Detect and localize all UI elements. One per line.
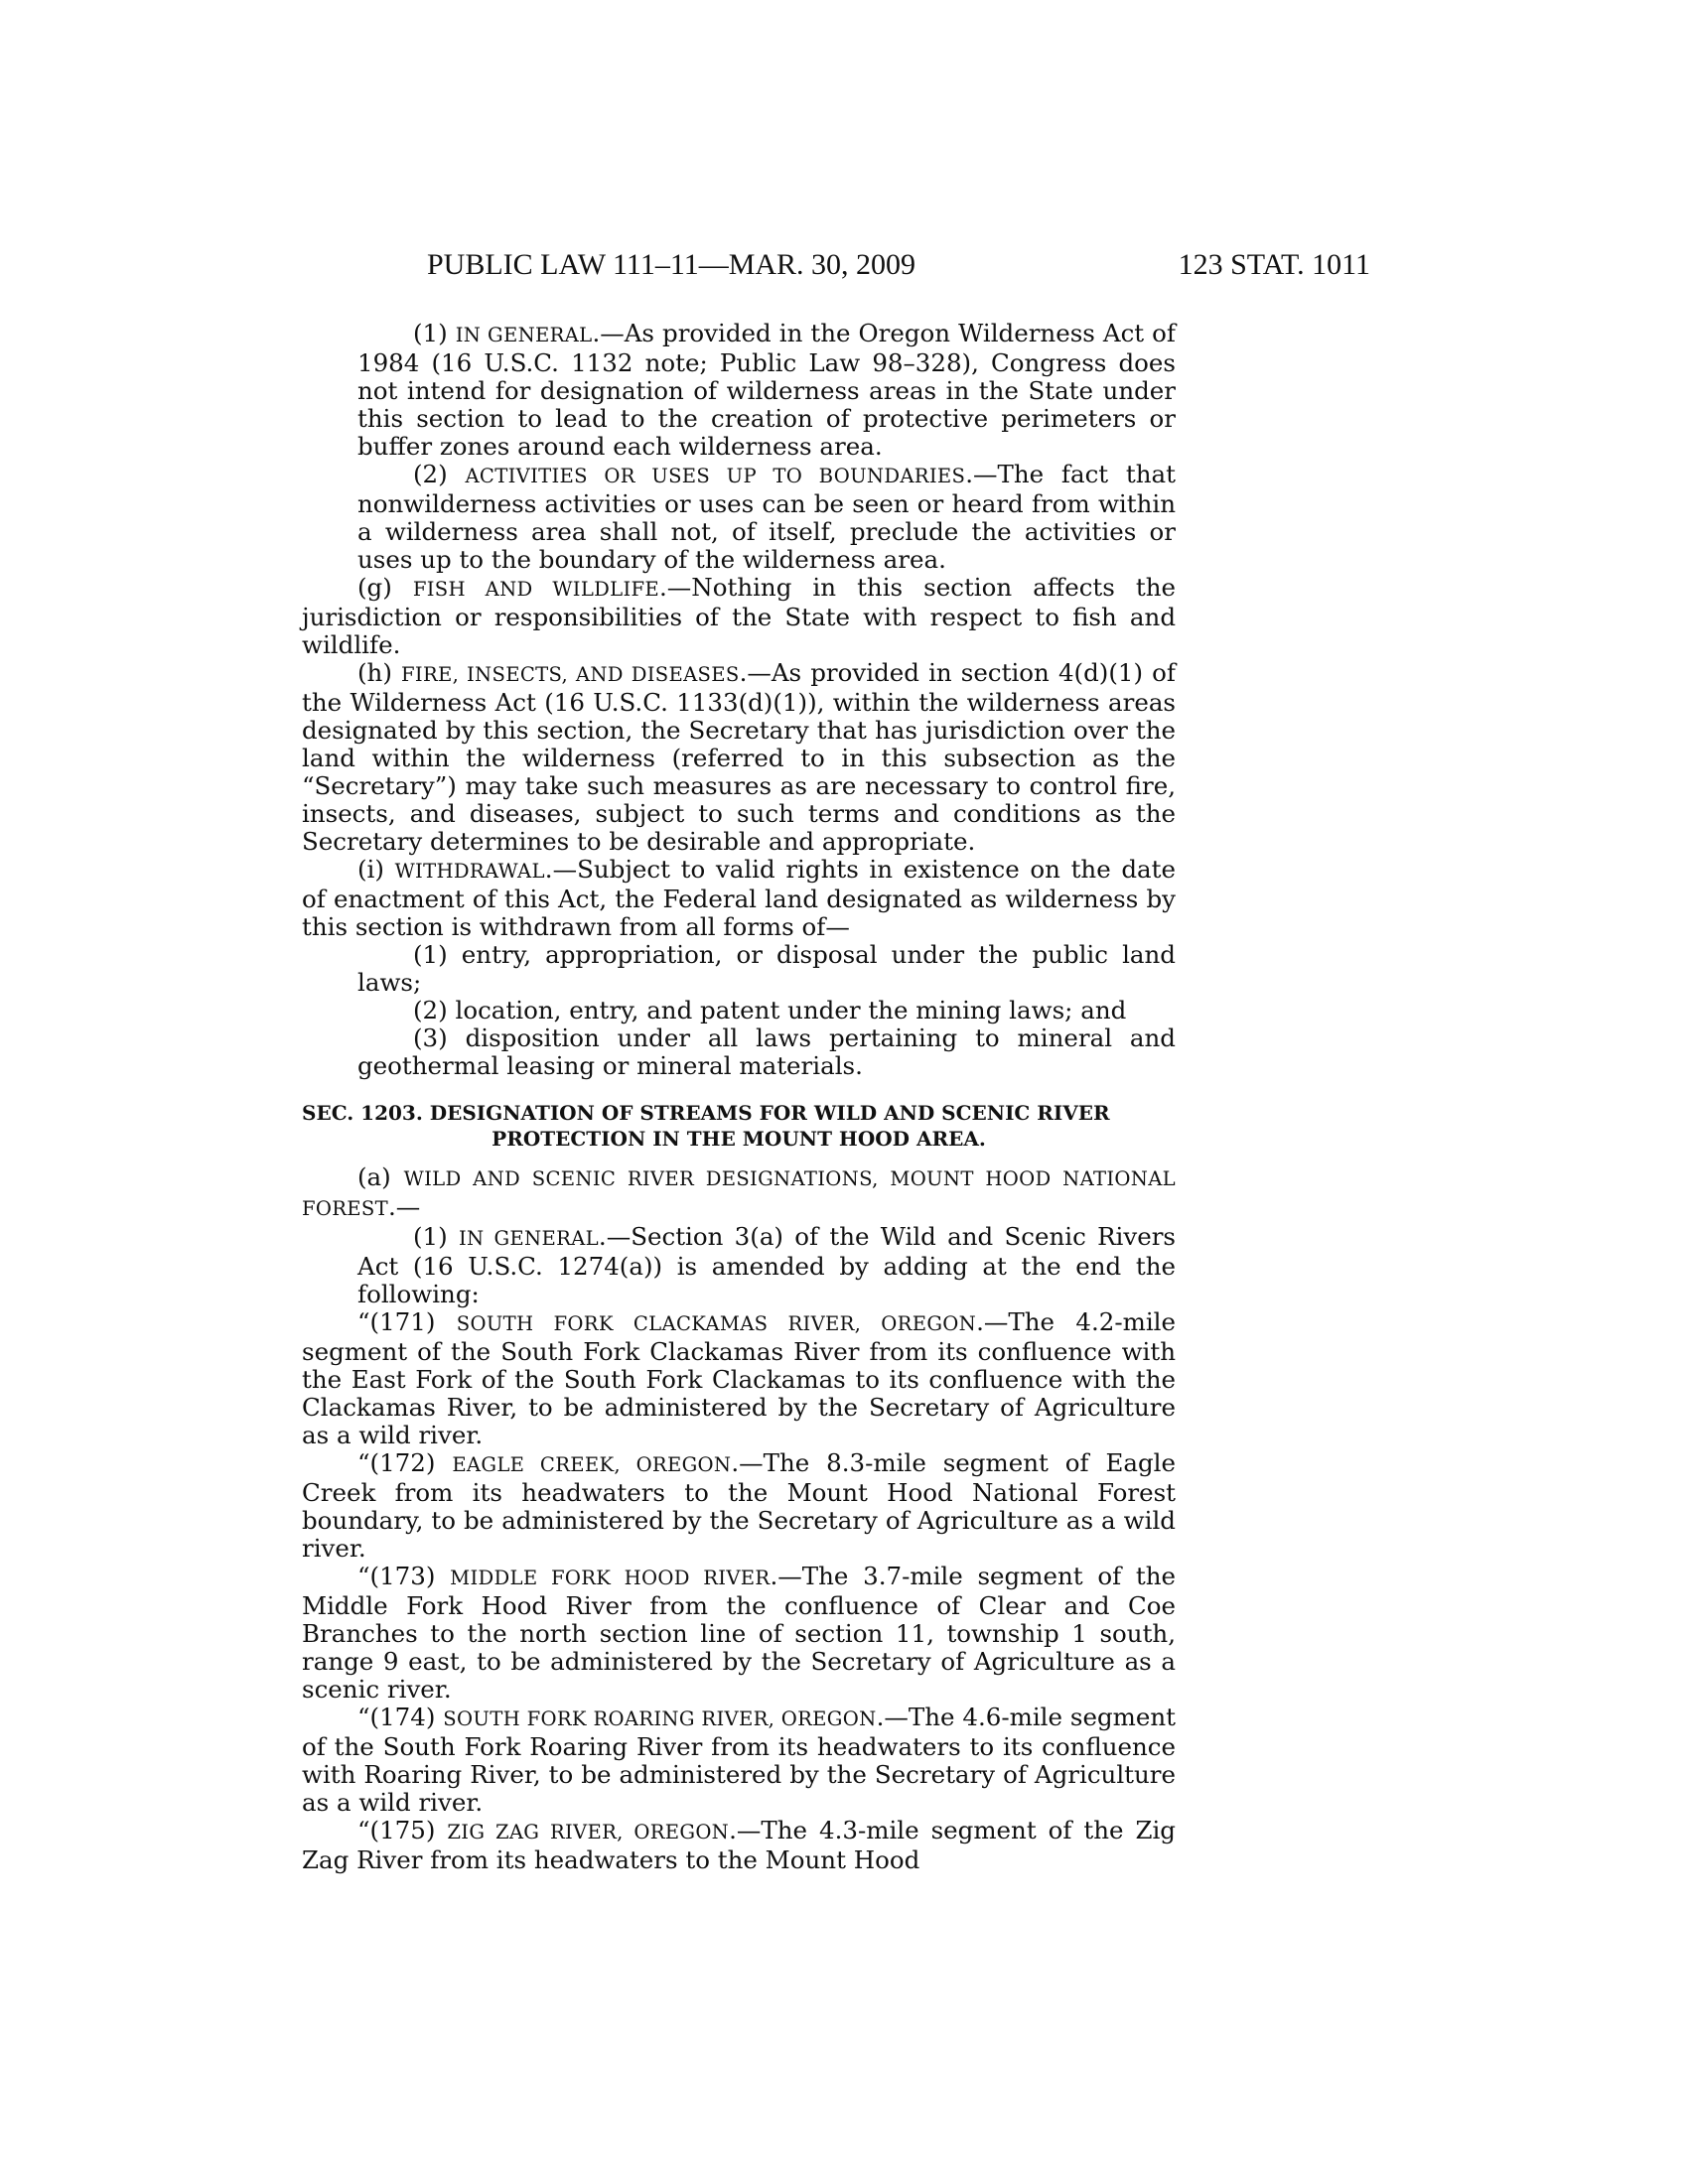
section-1203-heading	[302, 1100, 1176, 1152]
paragraph-i1-entry: (1) entry, appropriation, or disposal under the public land laws;	[357, 940, 1176, 997]
subsection-i-withdrawal: (i) WITHDRAWAL.—Subject to valid rights in existence on the date of enactment of this Act, the Federal land designated as wilderness by this section is withdrawn from all forms of—	[302, 855, 1176, 941]
paragraph-i2-location: (2) location, entry, and patent under the mining laws; and	[413, 996, 1127, 1024]
paragraph-f1-in-general: (1) IN GENERAL.—As provided in the Oregon Wilderness Act of 1984 (16 U.S.C. 1132 note; Public Law 98–328), Congress does not intend for designation of wilderness areas in the State under this section to lead to the creation of protective perimeters or buffer zones around each wilderness area.	[357, 319, 1176, 461]
subsection-h-fire-insects-diseases: (h) FIRE, INSECTS, AND DISEASES.—As provided in section 4(d)(1) of the Wilderness Act (16 U.S.C. 1133(d)(1)), within the wilderness areas designated by this section, the Secretary that has jurisdiction over the land within the wilderness (referred to in this subsection as the “Secretary”) may take such measures as are necessary to control fire, insects, and diseases, subject to such terms and conditions as the Secretary determines to be desirable and appropriate.	[302, 658, 1176, 856]
page-header	[427, 248, 1370, 288]
paragraph-i3-disposition: (3) disposition under all laws pertaining to mineral and geothermal leasing or mineral materials.	[357, 1024, 1176, 1080]
section-heading-line-2: PROTECTION IN THE MOUNT HOOD AREA.	[492, 1127, 986, 1151]
river-174-south-fork-roaring: “(174) SOUTH FORK ROARING RIVER, OREGON.—The 4.6-mile segment of the South Fork Roaring River from its headwaters to its confluence with Roaring River, to be administered by the Secretary of Agriculture as a wild river.	[302, 1703, 1176, 1817]
subsection-g-fish-and-wildlife: (g) FISH AND WILDLIFE.—Nothing in this section affects the jurisdiction or responsibilities of the State with respect to fish and wildlife.	[302, 573, 1177, 659]
river-175-zig-zag: “(175) ZIG ZAG RIVER, OREGON.—The 4.3-mile segment of the Zig Zag River from its headwaters to the Mount Hood	[302, 1816, 1176, 1874]
section-heading-line-1: SEC. 1203. DESIGNATION OF STREAMS FOR WILD AND SCENIC RIVER	[302, 1101, 1110, 1125]
river-173-middle-fork-hood: “(173) MIDDLE FORK HOOD RIVER.—The 3.7-mile segment of the Middle Fork Hood River from the confluence of Clear and Coe Branches to the north section line of section 11, township 1 south, range 9 east, to be administered by the Secretary of Agriculture as a scenic river.	[302, 1562, 1176, 1704]
river-172-eagle-creek: “(172) EAGLE CREEK, OREGON.—The 8.3-mile segment of Eagle Creek from its headwaters to the Mount Hood National Forest boundary, to be administered by the Secretary of Agriculture as a wild river.	[302, 1448, 1176, 1563]
running-head-law: PUBLIC LAW 111–11—MAR. 30, 2009	[427, 248, 916, 281]
document-body	[302, 320, 1176, 1874]
running-head-stat-page: 123 STAT. 1011	[1178, 248, 1370, 281]
river-171-south-fork-clackamas: “(171) SOUTH FORK CLACKAMAS RIVER, OREGON.—The 4.2-mile segment of the South Fork Clackamas River from its confluence with the East Fork of the South Fork Clackamas to its confluence with the Clackamas River, to be administered by the Secretary of Agriculture as a wild river.	[302, 1307, 1177, 1449]
subsection-a-designations: (a) WILD AND SCENIC RIVER DESIGNATIONS, MOUNT HOOD NATIONAL FOREST.—	[302, 1162, 1176, 1221]
paragraph-a1-in-general: (1) IN GENERAL.—Section 3(a) of the Wild and Scenic Rivers Act (16 U.S.C. 1274(a)) is amended by adding at the end the following:	[357, 1222, 1176, 1308]
paragraph-f2-activities: (2) ACTIVITIES OR USES UP TO BOUNDARIES.—The fact that nonwilderness activities or uses can be seen or heard from within a wilderness area shall not, of itself, preclude the activities or uses up to the boundary of the wilderness area.	[357, 460, 1176, 574]
